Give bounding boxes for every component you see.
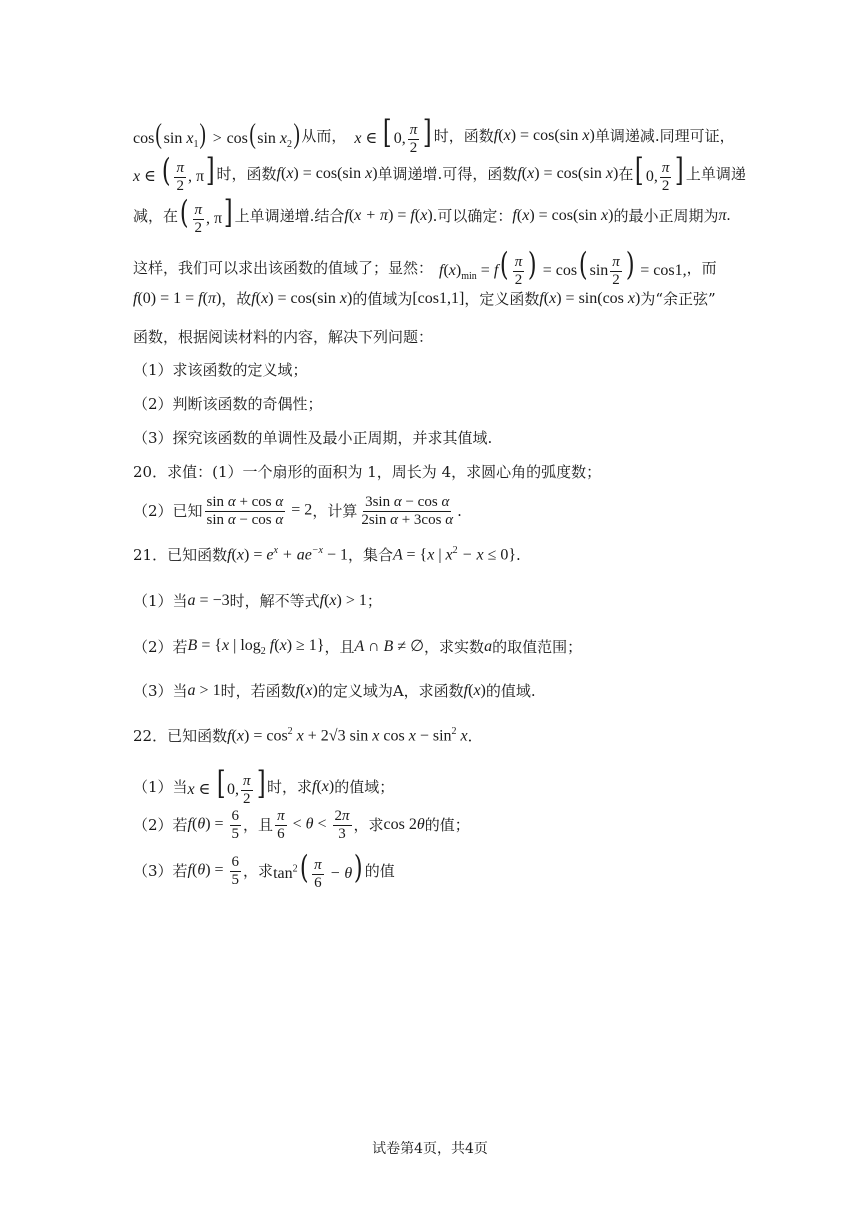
text: 单调递减.同理可证，	[594, 126, 735, 145]
text: 的值域为	[352, 289, 413, 308]
math-expr: cos 2θ	[383, 816, 425, 833]
math-expr: f(x + π) = f(x)	[344, 207, 433, 225]
math-expr: $\tan^2$( $\frac{\pi}{6}$ − θ)	[273, 848, 363, 891]
text: 时，解不等式	[229, 591, 320, 610]
text: ，而	[686, 258, 717, 277]
reading-line-1	[133, 113, 800, 156]
q22-part-3	[133, 848, 800, 891]
q22-part-1	[133, 764, 800, 807]
math-expr: x ∈ ( $\frac{\pi}{2}$ , π]	[133, 151, 215, 194]
math-expr: cos(sin $x_1) > \cos(\sin$ $x_2$)	[133, 118, 300, 150]
q21-stem	[133, 545, 800, 565]
text: （2）已知	[133, 501, 203, 520]
text: （3）当	[133, 681, 188, 700]
reading-line-2	[133, 151, 800, 194]
q22-stem	[133, 726, 800, 746]
text: 的值	[364, 861, 395, 880]
q21-part-1	[133, 591, 800, 611]
text: 时，函数	[433, 126, 494, 145]
q19-part-1: （1）求该函数的定义域；	[133, 361, 308, 379]
reading-line-5	[133, 289, 800, 309]
text: ，集合	[348, 545, 394, 564]
reading-line-6: 函数，根据阅读材料的内容，解决下列问题：	[133, 328, 434, 346]
text: ，且	[243, 815, 274, 834]
text: .	[516, 545, 521, 564]
math-expr: $f(x)_{min} = f$( $\frac{\pi}{2}$ ) = cos( sin $\frac{\pi}{2}$ ) = cos1,	[439, 245, 687, 288]
math-expr: $f(x) = e^x + ae^{-x} - 1$	[227, 545, 349, 564]
math-expr: f(x)	[463, 682, 486, 699]
text: （2）若	[133, 815, 188, 834]
math-expr: f(θ) = $\frac{6}{5}$	[187, 808, 240, 842]
text: 从而，	[301, 126, 347, 145]
math-expr: f(x) = sin(cos x)	[539, 290, 641, 307]
text: 时，若函数	[220, 681, 296, 700]
math-expr: $f(x) = \cos^2 x + 2√3$ sin x $\cos x - \sin^2 x$	[227, 726, 468, 745]
math-expr: $\frac{\text{sin α + cos α}}{\text{sin α − cos α}}$ = 2	[206, 494, 313, 528]
q20-part-2	[133, 494, 800, 528]
math-expr: f(x)	[312, 778, 335, 796]
math-expr: f(0) = 1 = f(π)	[133, 290, 222, 307]
math-expr: f(x)	[295, 682, 318, 699]
text: 减，在	[133, 206, 179, 225]
text: ，求	[243, 861, 274, 880]
math-expr: B = {x | $\log_2 f(x) \ge 1$}	[187, 637, 325, 658]
text: 的取值范围；	[492, 637, 583, 656]
text: 为“余正弦”	[640, 289, 716, 308]
text: （1）当	[133, 777, 188, 796]
text: ，故	[221, 289, 252, 308]
text: （1）当	[133, 591, 188, 610]
math-expr: [cos1,1]	[412, 290, 465, 307]
math-expr: [ 0, $\frac{\pi}{2}$ ]	[635, 151, 684, 194]
text: 22．已知函数	[133, 726, 228, 745]
text: .可以确定：	[432, 206, 513, 225]
math-expr: A ∩ B ≠ ∅	[354, 638, 425, 656]
math-expr: f(x) = cos(sin x)	[276, 165, 378, 183]
q21-part-2	[133, 636, 800, 659]
text: .	[457, 501, 462, 520]
text: ，求实数	[424, 637, 485, 656]
page-footer: 试卷第4页，共4页	[372, 1141, 488, 1157]
text: ；	[366, 591, 382, 610]
text: 的值域.	[485, 681, 536, 700]
q19-part-2: （2）判断该函数的奇偶性；	[133, 395, 323, 413]
q22-part-2	[133, 808, 800, 842]
math-expr: f(θ) = $\frac{6}{5}$	[187, 854, 240, 888]
reading-line-4	[133, 245, 800, 288]
q20-stem: 20．求值：(1）一个扇形的面积为 1，周长为 4，求圆心角的弧度数；	[133, 463, 602, 481]
text: 时，函数	[216, 164, 277, 183]
math-expr: f(x) > 1	[319, 592, 367, 609]
text: ．	[467, 726, 483, 745]
text: 上单调递增.结合	[234, 206, 345, 225]
math-expr: π.	[718, 207, 731, 225]
math-expr: f(x) = cos(sin x)	[493, 127, 595, 145]
text: 在	[618, 164, 634, 183]
text: 单调递增.可得，函数	[377, 164, 518, 183]
text: 的定义域为A，求函数	[317, 681, 464, 700]
text: （2）若	[133, 637, 188, 656]
math-expr: a > 1	[187, 682, 221, 699]
text: ，定义函数	[464, 289, 540, 308]
text: （3）若	[133, 861, 188, 880]
text: 这样，我们可以求出该函数的值域了；显然：	[133, 258, 434, 277]
text: ，且	[324, 637, 355, 656]
q19-part-3: （3）探究该函数的单调性及最小正周期，并求其值域.	[133, 429, 493, 447]
text: 上单调递	[685, 164, 746, 183]
text: 的值；	[424, 815, 470, 834]
math-expr: f(x) = cos(sin x)	[251, 290, 353, 307]
text: 时，求	[266, 777, 312, 796]
math-expr: x ∈ [ 0, $\frac{\pi}{2}$ ]	[354, 113, 432, 156]
math-expr: $\frac{\pi}{6}$ < θ < $\frac{2\pi}{3}$	[277, 808, 350, 842]
text: 21．已知函数	[133, 545, 228, 564]
text: ，计算	[312, 501, 358, 520]
math-expr: ( $\frac{\pi}{2}$ , π]	[179, 193, 233, 236]
math-expr: a = −3	[187, 592, 230, 609]
math-expr: f(x) = cos(sin x)	[517, 165, 619, 183]
math-expr: $\frac{\text{3sin α − cos α}}{\text{2sin α + 3cos α}}$	[361, 494, 454, 528]
q21-part-3	[133, 681, 800, 701]
math-expr: f(x) = cos(sin x)	[512, 207, 614, 225]
reading-line-3	[133, 193, 800, 236]
math-expr: A = {x | $x^2 - x \le 0$}	[393, 545, 517, 564]
text: ，求	[353, 815, 384, 834]
math-expr: x ∈ [ 0, $\frac{\pi}{2}$ ]	[187, 764, 266, 807]
text: 的值域；	[334, 777, 395, 796]
text: 的最小正周期为	[613, 206, 719, 225]
math-expr: a	[484, 638, 493, 656]
